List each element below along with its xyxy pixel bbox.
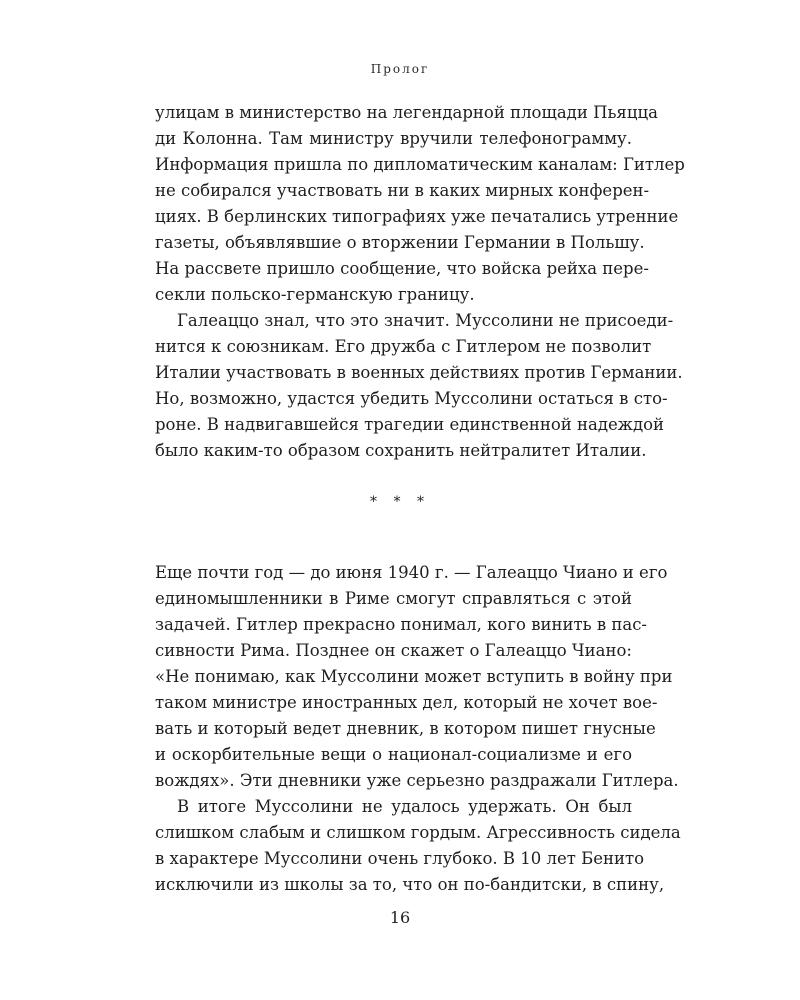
text-line: ди Колонна. Там министру вручили телефонограмму. bbox=[155, 129, 632, 148]
text-line: таком министре иностранных дел, который не хочет вое- bbox=[155, 693, 658, 712]
text-line: Галеаццо знал, что это значит. Муссолини не присоеди- bbox=[177, 311, 674, 330]
text-line: вождях». Эти дневники уже серьезно раздражали Гитлера. bbox=[155, 771, 679, 790]
text-line: Информация пришла по дипломатическим каналам: Гитлер bbox=[155, 155, 685, 174]
text-line: Но, возможно, удастся убедить Муссолини остаться в сто- bbox=[155, 389, 668, 408]
running-head: Пролог bbox=[370, 62, 430, 76]
text-line: не собирался участвовать ни в каких мирных конферен- bbox=[155, 181, 650, 200]
text-line: слишком слабым и слишком гордым. Агрессивность сидела bbox=[155, 823, 681, 842]
text-line: вать и который ведет дневник, в котором пишет гнусные bbox=[155, 719, 656, 738]
text-line: было каким-то образом сохранить нейтралитет Италии. bbox=[155, 441, 647, 460]
text-line: и оскорбительные вещи о национал-социализме и его bbox=[155, 745, 632, 764]
text-line: Еще почти год — до июня 1940 г. — Галеаццо Чиано и его bbox=[155, 563, 668, 582]
text-line: единомышленники в Риме смогут справляться с этой bbox=[155, 589, 632, 608]
page-number: 16 bbox=[389, 908, 411, 927]
text-line: секли польско-германскую границу. bbox=[155, 285, 475, 304]
text-line: исключили из школы за то, что он по-бандитски, в спину, bbox=[155, 875, 665, 894]
text-line: На рассвете пришло сообщение, что войска рейха пере- bbox=[155, 259, 649, 278]
text-line: задачей. Гитлер прекрасно понимал, кого винить в пас- bbox=[155, 615, 648, 634]
section-separator: * * * bbox=[370, 494, 430, 510]
text-line: «Не понимаю, как Муссолини может вступить в войну при bbox=[155, 667, 673, 686]
text-line: нится к союзникам. Его дружба с Гитлером не позволит bbox=[155, 337, 652, 356]
text-line: В итоге Муссолини не удалось удержать. Он был bbox=[177, 797, 632, 816]
text-line: Италии участвовать в военных действиях против Германии. bbox=[155, 363, 683, 382]
text-line: сивности Рима. Позднее он скажет о Галеаццо Чиано: bbox=[155, 641, 632, 660]
text-line: газеты, объявлявшие о вторжении Германии в Польшу. bbox=[155, 233, 645, 252]
text-line: циях. В берлинских типографиях уже печатались утренние bbox=[155, 207, 679, 226]
text-line: в характере Муссолини очень глубоко. В 10 лет Бенито bbox=[155, 849, 645, 868]
text-line: роне. В надвигавшейся трагедии единственной надеждой bbox=[155, 415, 665, 434]
text-line: улицам в министерство на легендарной площади Пьяцца bbox=[155, 103, 658, 122]
